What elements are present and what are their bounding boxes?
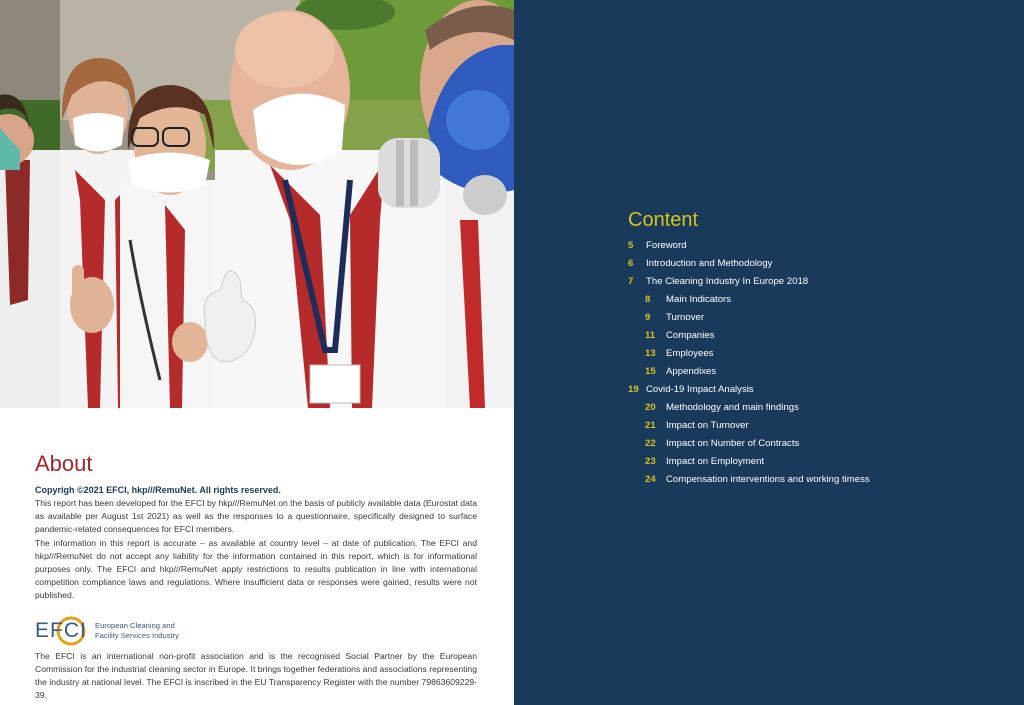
team-photo: [0, 0, 514, 408]
toc-page-number: 19: [628, 384, 639, 395]
toc-page-number: 21: [645, 420, 656, 431]
toc-page-number: 6: [628, 258, 634, 269]
about-paragraph-1: This report has been developed for the EFCI by hkp///RemuNet on the basis of publicly available data (Eurostat data as available per August 1st 2021) as well as the responses to a questionnaire, specifically designed to surface pandemic-related consequences for EFCI members.: [35, 498, 477, 534]
about-paragraph-3: The EFCI is an international non-profit association and is the recognised Social Partner by the European Commission for the industrial cleaning sector in Europe. It brings together federations and associations representing the industry at national level. The EFCI is inscribed in the EU Transparency Register with the number 79863609229-39.: [35, 651, 477, 700]
toc-label: Appendixes: [666, 366, 717, 377]
efci-logo-letters: EFCI: [35, 619, 87, 642]
toc-item-turnover[interactable]: [645, 312, 704, 323]
toc-item-covid-impact[interactable]: [628, 384, 754, 395]
toc-page-number: 22: [645, 438, 656, 449]
toc-label: Introduction and Methodology: [646, 258, 773, 269]
toc-page-number: 11: [645, 330, 656, 341]
toc-page-number: 23: [645, 456, 656, 467]
toc-label: Impact on Employment: [666, 456, 765, 467]
efci-logo: [35, 615, 235, 647]
toc-label: Impact on Turnover: [666, 420, 749, 431]
efci-name-line-2: Facility Services Industry: [95, 631, 179, 640]
toc-item-impact-employment[interactable]: [645, 456, 764, 467]
toc-label: Main Indicators: [666, 294, 732, 305]
toc-label: Turnover: [666, 312, 705, 323]
toc-item-impact-contracts[interactable]: [645, 438, 799, 449]
efci-full-name: [95, 621, 235, 641]
toc-label: Impact on Number of Contracts: [666, 438, 800, 449]
toc-label: Covid-19 Impact Analysis: [646, 384, 754, 395]
toc-item-impact-turnover[interactable]: [645, 420, 749, 431]
toc-item-cleaning-industry[interactable]: [628, 276, 808, 287]
toc-label: Foreword: [646, 240, 687, 251]
efci-name-line-1: European Cleaning and: [95, 621, 175, 630]
toc-page-number: 5: [628, 240, 634, 251]
toc-page-number: 20: [645, 402, 656, 413]
toc-page-number: 8: [645, 294, 651, 305]
copyright-notice: Copyrigh ©2021 EFCI, hkp///RemuNet. All rights reserved.: [35, 485, 281, 495]
content-title: Content: [628, 209, 699, 231]
toc-item-employees[interactable]: [645, 348, 713, 359]
toc-label: Compensation interventions and working timess: [666, 474, 870, 485]
toc-item-compensation[interactable]: [645, 474, 870, 485]
toc-page-number: 13: [645, 348, 656, 359]
toc-page-number: 9: [645, 312, 651, 323]
toc-page-number: 7: [628, 276, 634, 287]
toc-label: Employees: [666, 348, 714, 359]
toc-item-companies[interactable]: [645, 330, 715, 341]
toc-item-appendixes[interactable]: [645, 366, 716, 377]
toc-label: Methodology and main findings: [666, 402, 799, 413]
toc-page-number: 15: [645, 366, 656, 377]
about-title: About: [35, 451, 93, 476]
about-paragraph-2: The information in this report is accurate – as available at country level – at date of publication. The EFCI and hkp///RemuNet do not accept any liability for the information contained in this report, which is for informational purposes only. The EFCI and hkp///RemuNet apply restrictions to results publication in line with international competition compliance laws and regulations. Where insufficient data or responses were gained, results were not published.: [35, 538, 477, 600]
toc-item-foreword[interactable]: [628, 240, 687, 251]
right-page: [514, 0, 1024, 705]
toc-page-number: 24: [645, 474, 656, 485]
toc-item-methodology-findings[interactable]: [645, 402, 799, 413]
toc-item-main-indicators[interactable]: [645, 294, 731, 305]
toc-label: The Cleaning Industry In Europe 2018: [646, 276, 809, 287]
toc-item-introduction[interactable]: [628, 258, 772, 269]
toc-label: Companies: [666, 330, 715, 341]
